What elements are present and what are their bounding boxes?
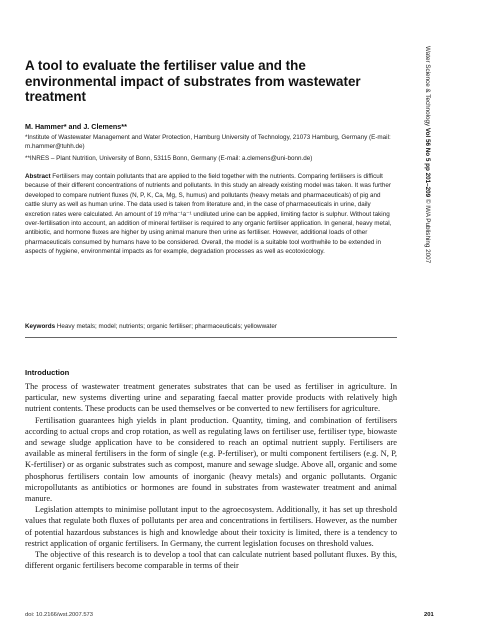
keywords-label: Keywords — [25, 323, 56, 330]
page-number: 201 — [424, 612, 434, 618]
doi: doi: 10.2166/wst.2007.573 — [25, 612, 94, 618]
journal-sidebar — [420, 46, 434, 356]
journal-name: Water Science & Technology — [424, 46, 431, 127]
paragraph-1: The process of wastewater treatment generates substrates that can be used as fertiliser in agriculture. In particular, new systems diverting urine and separating faecal matter provide products with relatively high nutrient contents. These products can be used themselves or be converted to new fertilisers for agriculture. — [25, 382, 397, 414]
paragraph-2: Fertilisation guarantees high yields in plant production. Quantity, timing, and combination of fertilisers according to actual crops and crop rotation, as well as regulating laws on fertiliser use, fertiliser type, biowaste and sewage sludge application have to be considered to reach an optimal nutrient supply. Fertilisers are available as mineral fertilisers in the form of single (e.g. P-fertiliser), or multi component fertilisers (e.g. N, P, K-fertiliser) or as organic substrates such as compost, manure and sewage sludge. Above all, organic and some phosphorus fertilisers contain low amounts of inorganic (heavy metals) and organic pollutants. Organic micropollutants as antibiotics or hormones are found in substrates from wastewater treatment and animal manure. — [25, 415, 397, 504]
body-text — [25, 381, 397, 571]
abstract — [25, 172, 395, 257]
author-list: M. Hammer* and J. Clemens** — [25, 122, 127, 131]
paragraph-4: The objective of this research is to develop a tool that can calculate nutrient based pollutant fluxes. By this, different organic fertilisers become comparable in terms of their — [25, 550, 397, 571]
keywords-text: Heavy metals; model; nutrients; organic fertiliser; pharmaceuticals; yellowwater — [56, 323, 277, 330]
abstract-label: Abstract — [25, 173, 51, 180]
article-title: A tool to evaluate the fertiliser value and the environmental impact of substrates from wastewater treatment — [25, 58, 361, 105]
publisher-copyright: © IWA Publishing 2007 — [424, 198, 431, 264]
section-heading: Introduction — [25, 368, 70, 377]
section-divider — [25, 337, 397, 338]
affiliation-1: *Institute of Wastewater Management and Water Protection, Hamburg University of Technology, 21073 Hamburg, Germany (E-mail: m.hammer@tuhh.de) — [25, 134, 391, 151]
abstract-text: Fertilisers may contain pollutants that are applied to the field together with the nutrients. Comparing fertilisers is difficult because of their different concentrations of nutrients and pollutants. In this study an already existing model was taken. It was further developed to compare nutrient fluxes (N, P, K, Ca, Mg, S, humus) and pollutants (heavy metals and pharmaceuticals) of pig and cattle slurry as well as human urine. The data used is taken from literature and, in the case of pharmaceuticals in urine, daily excretion rates were calculated. An amount of 19 m³ha⁻¹a⁻¹ undiluted urine can be applied, limiting factor is sulphur. Without taking over-fertilisation into account, an addition of mineral fertiliser is required to any organic fertiliser application. In general, heavy metal, antibiotic, and hormone fluxes are higher by using animal manure then urine as fertiliser. However, additional loads of other pharmaceuticals consumed by humans have to be considered. Overall, the model is a suitable tool worthwhile to be extended in aspects of hygiene, environmental impacts as for example, degradation processes as well as ecotoxicology. — [25, 173, 392, 256]
keywords — [25, 323, 395, 330]
paragraph-3: Legislation attempts to minimise pollutant input to the agroecosystem. Additionally, it has set up threshold values that regulate both fluxes of pollutants per area and concentrations in fertilisers. However, as the number of potential hazardous substances is high and knowledge about their toxicity is limited, there is a tendency to restrict application of organic fertilisers. In Germany, the current legislation focuses on threshold values. — [25, 505, 397, 548]
volume-info: Vol 56 No 5 pp 201–209 — [424, 127, 431, 198]
affiliation-2: **INRES – Plant Nutrition, University of Bonn, 53115 Bonn, Germany (E-mail: a.clemens@uni-bonn.de) — [25, 155, 313, 162]
